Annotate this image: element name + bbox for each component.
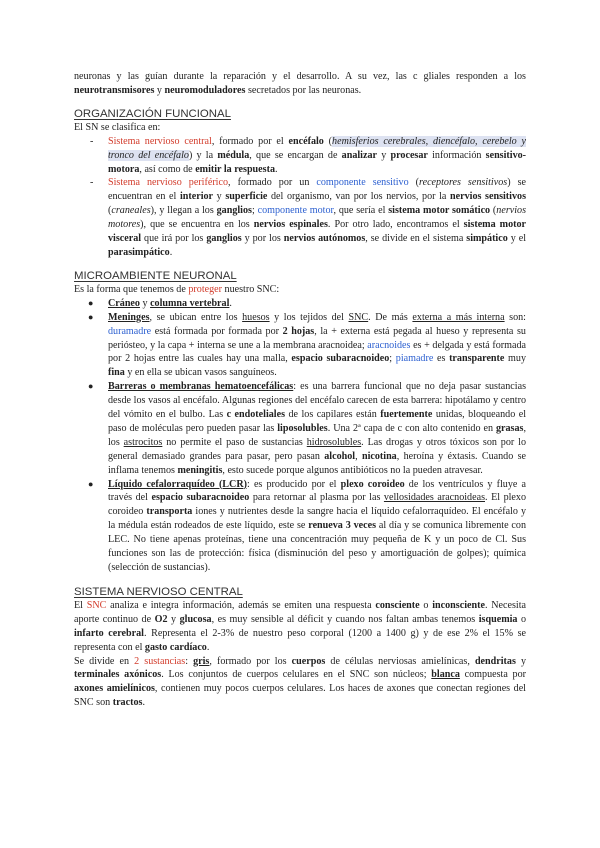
micro-lead: Es la forma que tenemos de proteger nuestro SNC: [74, 283, 280, 295]
bullet-dot: ● [88, 478, 94, 489]
bullet-dot: ● [88, 381, 94, 392]
list-item-snc: - Sistema nervioso central, formado por el encéfalo (hemisferios cerebrales, diencéfalo, cerebelo y tronco del encéfalo) y la médula, que se encargan de analizar y procesar información sensitivo-motora, así como de emitir la respuesta. [90, 135, 527, 175]
dash-bullet: - [90, 135, 94, 147]
dash-bullet: - [90, 177, 94, 189]
snc-paragraph-2: Se divide en 2 sustancias: gris, formado por los cuerpos de células nerviosas amielínicas, dendritas y terminales axónicos. Los conjuntos de cuerpos celulares en el SNC son núcleos; blanca compuesta por axones amielínicos, contienen muy pocos cuerpos celulares. Los haces de axones que conectan regiones del SNC son tractos. [74, 655, 527, 709]
list-item-barreras: ● Barreras o membranas hematoencefálicas: es una barrera funcional que no deja pasar sustancias desde los vasos al encéfalo. Algunas regiones del encéfalo carecen de esta barrera: hipotálamo y centro del vómito en el bulbo. Las c endoteliales de los capilares están fuertemente unidas, bloqueando el paso de moléculas pero pueden pasar las liposolubles. Una 2ª capa de c con alto contenido en grasas, los astrocitos no permite el paso de sustancias hidrosolubles. Las drogas y otros tóxicos son por lo general demasiado grandes para pasar, pero pasan alcohol, nicotina, heroína y éxtasis. Cuando se inflama tenemos meningitis, esto sucede porque algunos antibióticos no la pueden atravesar. [88, 381, 527, 476]
micro-list [74, 297, 526, 575]
list-item-meninges: ● Meninges, se ubican entre los huesos y los tejidos del SNC. De más externa a más interna son: duramadre está formada por formada por 2 hojas, la + externa está pegada al hueso y representa su periósteo, y la capa + interna se une a la membrana aracnoidea; aracnoides es + delgada y está formada por 2 hojas entre las cuales hay una malla, espacio subaracnoideo; piamadre es transparente muy fina y en ella se ubican vasos sanguíneos. [88, 311, 526, 379]
list-item-snp: - Sistema nervioso periférico, formado por un componente sensitivo (receptores sensitivos) se encuentran en el interior y superficie del organismo, van por los nervios, por la nervios sensitivos (craneales), y llegan a los ganglios; componente motor, que sería el sistema motor somático (nervios motores), que se encuentra en los nervios espinales. Por otro lado, encontramos el sistema motor visceral que irá por los ganglios y por los nervios autónomos, se divide en el sistema simpático y el parasimpático. [90, 177, 527, 258]
snc-paragraph-1: El SNC analiza e integra información, además se emiten una respuesta consciente o inconsciente. Necesita aporte continuo de O2 y glucosa, es muy sensible al déficit y cuando nos faltan ambas tenemos isquemia o infarto cerebral. Representa el 2-3% de nuestro peso corporal (1200 a 1400 g) y de ese 2% el 15% se representa con el gasto cardíaco. [74, 599, 527, 653]
list-item-lcr: ● Líquido cefalorraquídeo (LCR): es producido por el plexo coroideo de los ventrículos y fluye a través del espacio subaracnoideo para retornar al plasma por las vellosidades aracnoideas. El plexo coroideo transporta iones y nutrientes desde la sangre hacia el líquido cefalorraquídeo. El encéfalo y la médula están rodeados de este líquido, este se renueva 3 veces al día y se comunica libremente con LEC. No tiene apenas proteínas, tiene una concentración muy pequeña de K y un poco de Cl. Sus funciones son las de protección: física (disminución del peso y amortiguación de golpes); química (selección de sustancias). [88, 478, 527, 573]
org-lead: El SN se clasifica en: [74, 121, 161, 133]
heading-microambiente-neuronal: MICROAMBIENTE NEURONAL [74, 269, 237, 282]
heading-organizacion-funcional: ORGANIZACIÓN FUNCIONAL [74, 107, 231, 120]
heading-sistema-nervioso-central: SISTEMA NERVIOSO CENTRAL [74, 585, 243, 598]
intro-paragraph: neuronas y las guían durante la reparación y el desarrollo. A su vez, las c gliales responden a los neurotransmisores y neuromoduladores secretados por las neuronas. [74, 71, 526, 96]
org-list [74, 135, 526, 260]
bullet-dot: ● [88, 297, 94, 308]
bullet-dot: ● [88, 311, 94, 322]
document-page [74, 70, 526, 710]
list-item-craneo: ● Cráneo y columna vertebral. [88, 297, 232, 309]
